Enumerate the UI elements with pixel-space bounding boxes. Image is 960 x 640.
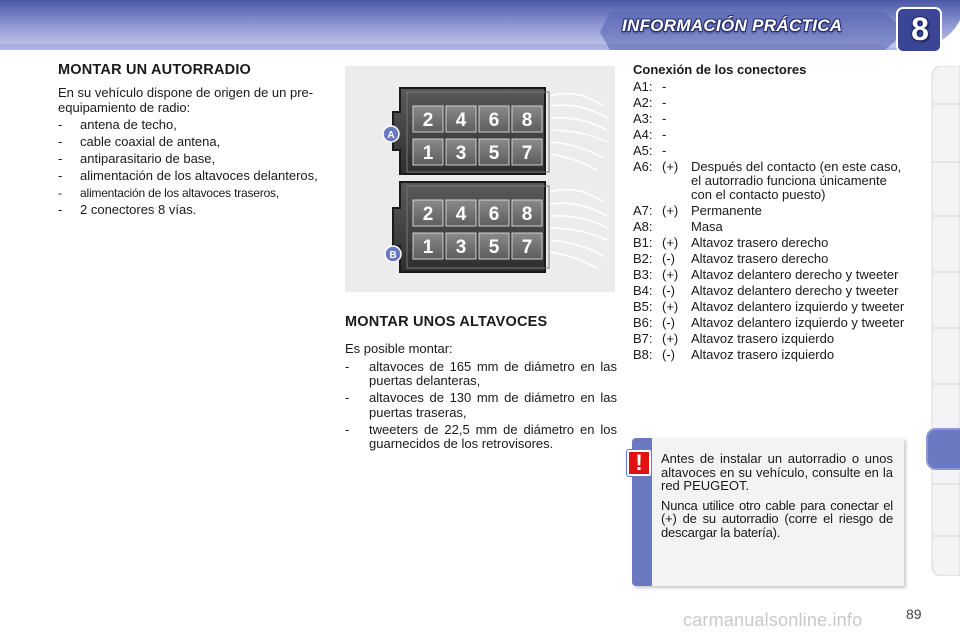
page-number: 89: [906, 606, 922, 622]
connection-desc: Altavoz delantero izquierdo y tweeter: [691, 315, 905, 330]
connection-desc: [691, 80, 908, 94]
connection-code: A5:: [633, 143, 653, 158]
list-item: - alimentación de los altavoces traseros,: [58, 186, 279, 200]
table-row: [633, 96, 908, 110]
list-item: - antena de techo,: [58, 117, 177, 132]
connection-sign: (+): [662, 331, 679, 346]
warning-paragraph: Antes de instalar un autorradio o unos altavoces en su vehículo, consulte en la red PEUGEOT.: [661, 451, 893, 493]
connection-code: A6:: [633, 159, 653, 174]
watermark: carmanualsonline.info: [683, 610, 863, 630]
connector-diagram: [345, 66, 615, 292]
pin-label: 8: [521, 204, 533, 225]
connection-sign: -: [662, 143, 667, 158]
connection-sign: (-): [662, 315, 675, 330]
connection-sign: (+): [662, 299, 679, 314]
connection-sign: -: [662, 111, 667, 126]
autoradio-section: [58, 62, 328, 220]
pin-label: 7: [521, 143, 533, 164]
connection-sign: (+): [662, 235, 679, 250]
table-row: [633, 236, 908, 250]
connection-desc: [691, 144, 908, 158]
chapter-number: 8: [911, 11, 929, 47]
connection-desc: [691, 128, 908, 142]
callout-b-label: B: [389, 250, 397, 261]
connection-code: A3:: [633, 111, 653, 126]
connection-sign: -: [662, 95, 667, 110]
pin-label: 3: [455, 143, 467, 164]
connection-sign: -: [662, 127, 667, 142]
connection-code: A8:: [633, 219, 653, 234]
connection-code: A4:: [633, 127, 653, 142]
autoradio-list: [58, 118, 328, 218]
connection-code: B6:: [633, 315, 653, 330]
connection-desc: [691, 112, 908, 126]
connections-section: [633, 62, 908, 364]
pin-label: 1: [422, 143, 434, 164]
speakers-section: [345, 314, 617, 454]
table-row: [633, 332, 908, 346]
connection-desc: Altavoz trasero derecho: [691, 235, 829, 250]
pin-label: 6: [488, 204, 500, 225]
table-row: [633, 80, 908, 94]
connection-desc: Altavoz delantero derecho y tweeter: [691, 283, 899, 298]
connection-desc: Altavoz trasero izquierdo: [691, 331, 835, 346]
connection-sign: -: [662, 79, 667, 94]
connection-desc: Masa: [691, 219, 723, 234]
pin-label: 1: [422, 237, 434, 258]
table-row: [633, 204, 908, 218]
table-row: [633, 160, 908, 202]
table-row: [633, 112, 908, 126]
connection-code: B5:: [633, 299, 653, 314]
wires-a: [550, 94, 607, 170]
pin-label: 4: [455, 110, 467, 131]
section-title-autoradio: MONTAR UN AUTORRADIO: [58, 62, 252, 78]
list-item: - antiparasitario de base,: [58, 151, 216, 166]
pin-label: 4: [455, 204, 467, 225]
connections-table: [633, 80, 908, 362]
wires-b: [550, 190, 607, 268]
connection-code: B1:: [633, 235, 653, 250]
connection-desc: Después del contacto (en este caso, el autorradio funciona únicamente con el contacto puesto): [691, 159, 902, 202]
connection-code: A7:: [633, 203, 653, 218]
speakers-list: [345, 360, 617, 452]
table-row: [633, 300, 908, 314]
list-item: - tweeters de 22,5 mm de diámetro en los guarnecidos de los retrovisores.: [345, 421, 617, 451]
connection-desc: Altavoz delantero derecho y tweeter: [691, 267, 899, 282]
table-row: [633, 220, 908, 234]
speakers-intro: Es posible montar:: [345, 341, 453, 356]
side-tab-strip: [928, 66, 960, 576]
connection-code: B8:: [633, 347, 653, 362]
connection-desc: [691, 96, 908, 110]
pin-label: 8: [521, 110, 533, 131]
warning-paragraph: Nunca utilice otro cable para conectar el (+) de su autorradio (corre el riesgo de descargar la batería).: [661, 497, 893, 540]
table-row: [633, 284, 908, 298]
list-item: - 2 conectores 8 vías.: [58, 202, 197, 217]
connection-code: B2:: [633, 251, 653, 266]
pin-label: 3: [455, 237, 467, 258]
chapter-title: INFORMACIÓN PRÁCTICA: [622, 16, 843, 35]
connection-desc: Altavoz trasero izquierdo: [691, 347, 835, 362]
warning-icon: !: [627, 450, 651, 476]
connection-sign: (+): [662, 159, 679, 174]
table-row: [633, 252, 908, 266]
connection-desc: Permanente: [691, 203, 762, 218]
callout-a-label: A: [387, 130, 395, 141]
chapter-tab-active[interactable]: [926, 428, 960, 470]
section-title-speakers: MONTAR UNOS ALTAVOCES: [345, 314, 548, 330]
connection-sign: (-): [662, 283, 675, 298]
connection-sign: (-): [662, 251, 675, 266]
autoradio-intro: En su vehículo dispone de origen de un pre-equipamiento de radio:: [58, 85, 314, 115]
connection-code: A2:: [633, 95, 653, 110]
connection-code: B7:: [633, 331, 653, 346]
table-row: [633, 128, 908, 142]
connection-code: B4:: [633, 283, 653, 298]
connection-sign: (+): [662, 267, 679, 282]
table-row: [633, 268, 908, 282]
connection-desc: Altavoz delantero izquierdo y tweeter: [691, 299, 905, 314]
pin-label: 2: [422, 110, 434, 131]
pin-label: 6: [488, 110, 500, 131]
connection-sign: (+): [662, 203, 679, 218]
warning-text: [661, 452, 893, 545]
connections-title: Conexión de los conectores: [633, 62, 807, 77]
connector-illustration: [345, 66, 615, 292]
list-item: - altavoces de 165 mm de diámetro en las puertas delanteras,: [345, 358, 617, 388]
list-item: - altavoces de 130 mm de diámetro en las puertas traseras,: [345, 390, 617, 420]
connection-sign: (-): [662, 347, 675, 362]
page-header: [0, 0, 960, 58]
table-row: [633, 144, 908, 158]
connection-desc: Altavoz trasero derecho: [691, 251, 829, 266]
pin-label: 7: [521, 237, 533, 258]
table-row: [633, 316, 908, 330]
table-row: [633, 348, 908, 362]
list-item: - alimentación de los altavoces delanteros,: [58, 168, 318, 183]
connection-code: B3:: [633, 267, 653, 282]
pin-label: 5: [488, 237, 500, 258]
connection-code: A1:: [633, 79, 653, 94]
pin-label: 2: [422, 204, 434, 225]
connection-sign: [662, 220, 691, 234]
list-item: - cable coaxial de antena,: [58, 134, 221, 149]
pin-label: 5: [488, 143, 500, 164]
